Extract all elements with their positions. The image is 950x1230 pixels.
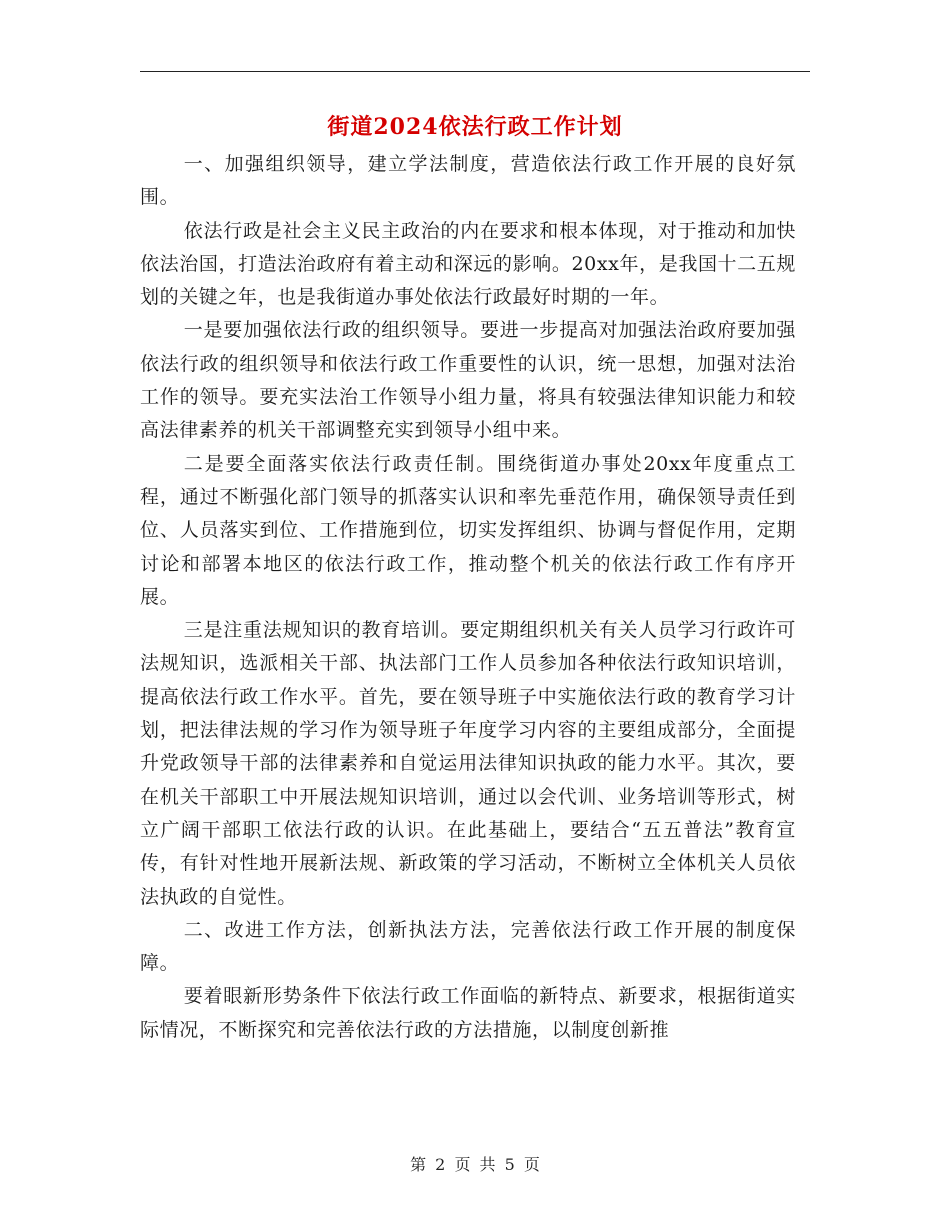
paragraph-point-1: 一是要加强依法行政的组织领导。要进一步提高对加强法治政府要加强依法行政的组织领导和依法行政工作重要性的认识，统一思想，加强对法治工作的领导。要充实法治工作领导小组力量，将具有较强法律知识能力和较高法律素养的机关干部调整充实到领导小组中来。 bbox=[140, 319, 796, 442]
document-title: 街道2024依法行政工作计划 bbox=[327, 114, 623, 140]
paragraph-point-3: 三是注重法规知识的教育培训。要定期组织机关有关人员学习行政许可法规知识，选派相关干部、执法部门工作人员参加各种依法行政知识培训，提高依法行政工作水平。首先，要在领导班子中实施依法行政的教育学习计划，把法律法规的学习作为领导班子年度学习内容的主要组成部分，全面提升党政领导干部的法律素养和自觉运用法律知识执政的能力水平。其次，要在机关干部职工中开展法规知识培训，通过以会代训、业务培训等形式，树立广阔干部职工依法行政的认识。在此基础上，要结合“五五普法”教育宣传，有针对性地开展新法规、新政策的学习活动，不断树立全体机关人员依法执政的自觉性。 bbox=[140, 619, 796, 908]
page-number: 第 2 页 共 5 页 bbox=[410, 1155, 540, 1174]
paragraph-point-2: 二是要全面落实依法行政责任制。围绕街道办事处20xx年度重点工程，通过不断强化部门领导的抓落实认识和率先垂范作用，确保领导责任到位、人员落实到位、工作措施到位，切实发挥组织、协调与督促作用，定期讨论和部署本地区的依法行政工作，推动整个机关的依法行政工作有序开展。 bbox=[140, 452, 796, 608]
document-body bbox=[140, 148, 796, 1047]
section-heading-1: 一、加强组织领导，建立学法制度，营造依法行政工作开展的良好氛围。 bbox=[140, 153, 796, 209]
header-rule bbox=[140, 71, 810, 72]
paragraph-intro: 依法行政是社会主义民主政治的内在要求和根本体现，对于推动和加快依法治国，打造法治政府有着主动和深远的影响。20xx年，是我国十二五规划的关键之年，也是我街道办事处依法行政最好时期的一年。 bbox=[140, 219, 796, 309]
section-heading-2: 二、改进工作方法，创新执法方法，完善依法行政工作开展的制度保障。 bbox=[140, 918, 796, 975]
paragraph-section-2: 要着眼新形势条件下依法行政工作面临的新特点、新要求，根据街道实际情况，不断探究和完善依法行政的方法措施，以制度创新推 bbox=[140, 985, 796, 1041]
